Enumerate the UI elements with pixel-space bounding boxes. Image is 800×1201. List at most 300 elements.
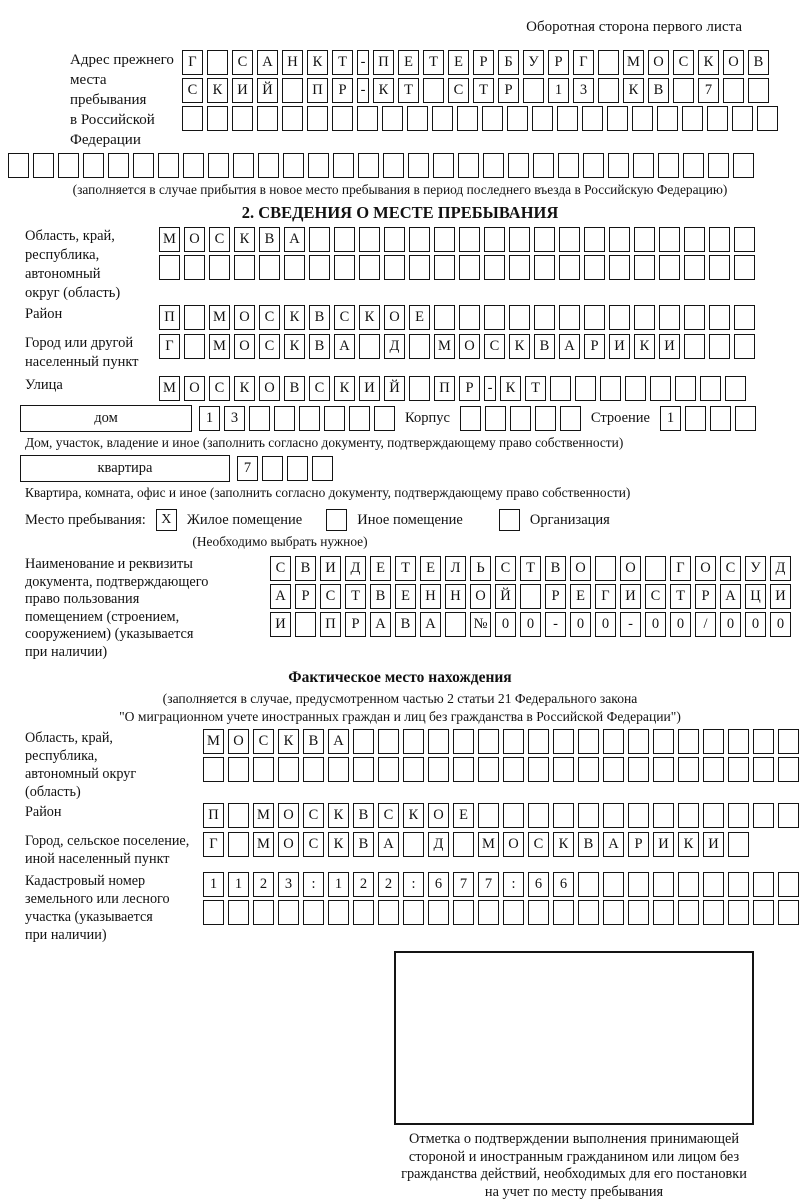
char-cell: Ц — [745, 584, 766, 609]
char-cell: / — [695, 612, 716, 637]
char-cell: 0 — [745, 612, 766, 637]
char-cell: О — [570, 556, 591, 581]
char-cell — [709, 227, 730, 252]
char-cell — [478, 803, 499, 828]
char-cell — [409, 255, 430, 280]
char-cell — [460, 406, 481, 431]
char-cell: - — [357, 78, 369, 103]
stroenie-label: Строение — [590, 410, 650, 426]
char-cell: Р — [459, 376, 480, 401]
residence-dwelling-checkbox: X — [156, 509, 177, 531]
char-cell: Р — [295, 584, 316, 609]
char-cell — [684, 227, 705, 252]
char-cell: - — [357, 50, 369, 75]
char-cell: С — [448, 78, 469, 103]
char-cell — [207, 50, 228, 75]
char-cell — [83, 153, 104, 178]
char-cell: П — [434, 376, 455, 401]
district-label: Район — [25, 306, 63, 322]
char-cell: Е — [570, 584, 591, 609]
char-cell: Л — [445, 556, 466, 581]
char-cell: Г — [595, 584, 616, 609]
char-cell: Г — [159, 334, 180, 359]
char-cell — [282, 106, 303, 131]
char-cell — [534, 305, 555, 330]
char-cell: И — [653, 832, 674, 857]
char-cell — [682, 106, 703, 131]
char-cell: 6 — [528, 872, 549, 897]
char-cell: А — [334, 334, 355, 359]
char-cell: А — [284, 227, 305, 252]
char-cell — [324, 406, 345, 431]
document-char-row-1 — [270, 556, 791, 581]
char-cell — [8, 153, 29, 178]
char-cell — [708, 153, 729, 178]
char-cell: 0 — [570, 612, 591, 637]
char-cell: 7 — [453, 872, 474, 897]
char-cell: 3 — [278, 872, 299, 897]
char-cell — [534, 227, 555, 252]
char-cell: Г — [573, 50, 594, 75]
char-cell: К — [334, 376, 355, 401]
char-cell — [282, 78, 303, 103]
char-cell: К — [328, 832, 349, 857]
char-cell: П — [203, 803, 224, 828]
region-char-row-2 — [159, 255, 755, 280]
char-cell — [728, 832, 749, 857]
char-cell: 0 — [645, 612, 666, 637]
char-cell — [403, 900, 424, 925]
char-cell: К — [509, 334, 530, 359]
char-cell — [33, 153, 54, 178]
char-cell: П — [159, 305, 180, 330]
char-cell — [453, 757, 474, 782]
char-cell: Й — [257, 78, 278, 103]
char-cell: О — [648, 50, 669, 75]
fact-city-label: Город, сельское поселение, иной населенный пункт — [25, 833, 190, 867]
apartment-note: Квартира, комната, офис и иное (заполнить согласно документу, подтверждающему право собственности) — [25, 485, 631, 500]
char-cell — [584, 227, 605, 252]
char-cell — [659, 255, 680, 280]
char-cell: Б — [498, 50, 519, 75]
cadastral-char-row-1 — [203, 872, 799, 897]
char-cell: Р — [628, 832, 649, 857]
char-cell — [728, 729, 749, 754]
char-cell: О — [459, 334, 480, 359]
char-cell — [584, 255, 605, 280]
char-cell — [753, 803, 774, 828]
char-cell: Н — [445, 584, 466, 609]
char-cell: С — [259, 305, 280, 330]
char-cell: 1 — [660, 406, 681, 431]
char-cell: С — [270, 556, 291, 581]
char-cell: 7 — [237, 456, 258, 481]
char-cell — [659, 227, 680, 252]
char-cell — [534, 255, 555, 280]
char-cell — [645, 556, 666, 581]
char-cell — [753, 872, 774, 897]
char-cell: С — [320, 584, 341, 609]
char-cell: И — [770, 584, 791, 609]
char-cell: Г — [203, 832, 224, 857]
char-cell — [553, 757, 574, 782]
char-cell — [733, 153, 754, 178]
char-cell — [678, 900, 699, 925]
char-cell — [558, 153, 579, 178]
street-row — [25, 376, 800, 401]
char-cell — [703, 757, 724, 782]
char-cell: К — [234, 227, 255, 252]
char-cell — [609, 227, 630, 252]
char-cell — [650, 376, 671, 401]
char-cell — [287, 456, 308, 481]
char-cell: М — [209, 334, 230, 359]
char-cell — [703, 900, 724, 925]
char-cell: 7 — [698, 78, 719, 103]
char-cell — [485, 406, 506, 431]
char-cell: И — [620, 584, 641, 609]
char-cell — [228, 757, 249, 782]
char-cell — [535, 406, 556, 431]
char-cell — [184, 305, 205, 330]
char-cell: М — [253, 832, 274, 857]
char-cell — [258, 153, 279, 178]
char-cell: Т — [520, 556, 541, 581]
char-cell — [409, 227, 430, 252]
char-cell — [732, 106, 753, 131]
char-cell — [203, 757, 224, 782]
char-cell: С — [309, 376, 330, 401]
char-cell — [653, 757, 674, 782]
char-cell — [560, 406, 581, 431]
char-cell — [678, 872, 699, 897]
char-cell — [184, 255, 205, 280]
char-cell: К — [623, 78, 644, 103]
char-cell — [328, 757, 349, 782]
char-cell — [734, 334, 755, 359]
char-cell — [559, 305, 580, 330]
char-cell — [307, 106, 328, 131]
char-cell: С — [209, 376, 230, 401]
char-cell: С — [528, 832, 549, 857]
char-cell: О — [184, 227, 205, 252]
char-cell — [453, 832, 474, 857]
char-cell — [678, 729, 699, 754]
fact-district-char-row — [203, 803, 799, 828]
char-cell: И — [609, 334, 630, 359]
region-char-row-1 — [159, 227, 755, 252]
char-cell — [728, 757, 749, 782]
char-cell: Ь — [470, 556, 491, 581]
fact-region-row — [25, 729, 800, 801]
char-cell: : — [303, 872, 324, 897]
char-cell: С — [673, 50, 694, 75]
char-cell: Р — [473, 50, 494, 75]
char-cell — [603, 757, 624, 782]
fact-district-label: Район — [25, 804, 62, 820]
char-cell — [684, 305, 705, 330]
char-cell — [520, 584, 541, 609]
char-cell: Й — [384, 376, 405, 401]
char-cell: К — [500, 376, 521, 401]
char-cell — [509, 255, 530, 280]
char-cell: М — [623, 50, 644, 75]
residence-organization-checkbox — [499, 509, 520, 531]
char-cell — [603, 900, 624, 925]
char-cell — [308, 153, 329, 178]
prev-address-note: (заполняется в случае прибытия в новое место пребывания в период последнего въезда в Российскую Федерацию) — [72, 182, 728, 197]
char-cell: И — [320, 556, 341, 581]
char-cell — [303, 900, 324, 925]
char-cell: В — [295, 556, 316, 581]
fact-region-char-row-1 — [203, 729, 799, 754]
char-cell — [578, 803, 599, 828]
char-cell — [384, 255, 405, 280]
char-cell — [728, 803, 749, 828]
char-cell — [403, 757, 424, 782]
char-cell: К — [284, 305, 305, 330]
char-cell — [409, 376, 430, 401]
char-cell — [484, 227, 505, 252]
char-cell: С — [259, 334, 280, 359]
char-cell — [378, 729, 399, 754]
char-cell — [503, 900, 524, 925]
char-cell — [353, 757, 374, 782]
char-cell — [409, 334, 430, 359]
city-char-row — [159, 334, 755, 359]
prev-address-char-row-3 — [182, 106, 778, 131]
char-cell: Е — [409, 305, 430, 330]
char-cell — [634, 255, 655, 280]
char-cell: К — [207, 78, 228, 103]
char-cell: С — [253, 729, 274, 754]
char-cell — [309, 255, 330, 280]
char-cell: Т — [525, 376, 546, 401]
actual-location-title: Фактическое место нахождения — [288, 669, 512, 686]
char-cell: А — [328, 729, 349, 754]
char-cell: 0 — [670, 612, 691, 637]
char-cell: С — [303, 803, 324, 828]
char-cell — [433, 153, 454, 178]
char-cell — [658, 153, 679, 178]
char-cell: И — [659, 334, 680, 359]
char-cell: К — [373, 78, 394, 103]
char-cell: О — [259, 376, 280, 401]
char-cell — [403, 832, 424, 857]
char-cell: В — [545, 556, 566, 581]
char-cell — [595, 556, 616, 581]
char-cell — [408, 153, 429, 178]
char-cell — [284, 255, 305, 280]
fact-city-row — [25, 832, 800, 868]
char-cell: К — [553, 832, 574, 857]
char-cell — [434, 255, 455, 280]
apartment-box: квартира — [20, 455, 230, 482]
char-cell — [453, 729, 474, 754]
char-cell: О — [184, 376, 205, 401]
cadastral-row — [25, 872, 800, 944]
char-cell: О — [278, 832, 299, 857]
char-cell — [158, 153, 179, 178]
house-note: Дом, участок, владение и иное (заполнить согласно документу, подтверждающему право собственности) — [25, 435, 624, 450]
char-cell — [274, 406, 295, 431]
char-cell — [428, 757, 449, 782]
char-cell — [203, 900, 224, 925]
char-cell: К — [234, 376, 255, 401]
char-cell — [625, 376, 646, 401]
char-cell — [478, 900, 499, 925]
char-cell: У — [745, 556, 766, 581]
char-cell — [628, 872, 649, 897]
char-cell: 0 — [770, 612, 791, 637]
char-cell: Р — [695, 584, 716, 609]
char-cell: С — [378, 803, 399, 828]
char-cell: О — [620, 556, 641, 581]
char-cell — [503, 729, 524, 754]
char-cell — [725, 376, 746, 401]
char-cell — [528, 729, 549, 754]
char-cell — [359, 334, 380, 359]
char-cell — [598, 50, 619, 75]
actual-location-note: (заполняется в случае, предусмотренном частью 2 статьи 21 Федерального закона "О миграционном учете иностранных граждан и лиц без гражданства в Российской Федерации") — [119, 691, 681, 724]
char-cell: П — [373, 50, 394, 75]
char-cell — [384, 227, 405, 252]
char-cell: Р — [548, 50, 569, 75]
char-cell: И — [270, 612, 291, 637]
char-cell — [233, 153, 254, 178]
char-cell: 0 — [595, 612, 616, 637]
char-cell: С — [303, 832, 324, 857]
char-cell — [778, 757, 799, 782]
fact-region-label: Область, край, республика, автономный округ (область) — [25, 730, 137, 800]
fact-city-char-row — [203, 832, 749, 857]
char-cell: Т — [345, 584, 366, 609]
char-cell: 6 — [553, 872, 574, 897]
char-cell — [453, 900, 474, 925]
char-cell — [678, 757, 699, 782]
char-cell — [678, 803, 699, 828]
char-cell — [259, 255, 280, 280]
char-cell — [459, 227, 480, 252]
char-cell — [683, 153, 704, 178]
char-cell — [533, 153, 554, 178]
char-cell — [528, 757, 549, 782]
char-cell: 0 — [520, 612, 541, 637]
char-cell — [628, 729, 649, 754]
char-cell — [710, 406, 731, 431]
street-char-row — [159, 376, 746, 401]
char-cell — [628, 900, 649, 925]
char-cell: В — [748, 50, 769, 75]
char-cell: С — [232, 50, 253, 75]
char-cell: А — [257, 50, 278, 75]
char-cell — [709, 334, 730, 359]
char-cell — [523, 78, 544, 103]
char-cell: В — [395, 612, 416, 637]
char-cell — [328, 900, 349, 925]
char-cell — [559, 227, 580, 252]
char-cell — [458, 153, 479, 178]
char-cell — [684, 334, 705, 359]
char-cell — [584, 305, 605, 330]
char-cell: О — [470, 584, 491, 609]
char-cell — [778, 900, 799, 925]
char-cell — [383, 153, 404, 178]
char-cell: 3 — [224, 406, 245, 431]
char-cell — [428, 729, 449, 754]
char-cell — [309, 227, 330, 252]
char-cell: О — [503, 832, 524, 857]
char-cell — [598, 78, 619, 103]
char-cell: О — [428, 803, 449, 828]
char-cell: К — [284, 334, 305, 359]
char-cell: О — [384, 305, 405, 330]
char-cell: 1 — [328, 872, 349, 897]
char-cell — [484, 305, 505, 330]
char-cell — [559, 255, 580, 280]
char-cell: К — [678, 832, 699, 857]
char-cell: 6 — [428, 872, 449, 897]
char-cell: 1 — [203, 872, 224, 897]
char-cell: В — [648, 78, 669, 103]
char-cell: Р — [545, 584, 566, 609]
char-cell: Т — [398, 78, 419, 103]
char-cell: А — [603, 832, 624, 857]
char-cell — [357, 106, 378, 131]
char-cell — [583, 153, 604, 178]
char-cell — [445, 612, 466, 637]
char-cell: М — [478, 832, 499, 857]
prev-address-block — [70, 50, 800, 150]
char-cell: - — [545, 612, 566, 637]
char-cell: М — [209, 305, 230, 330]
char-cell: - — [484, 376, 496, 401]
char-cell — [778, 872, 799, 897]
char-cell: О — [234, 305, 255, 330]
char-cell: И — [703, 832, 724, 857]
char-cell: М — [159, 227, 180, 252]
char-cell: К — [403, 803, 424, 828]
char-cell — [407, 106, 428, 131]
char-cell — [353, 900, 374, 925]
char-cell: В — [578, 832, 599, 857]
residence-choose-note: (Необходимо выбрать нужное) — [192, 534, 368, 549]
char-cell — [482, 106, 503, 131]
apartment-row — [20, 455, 800, 482]
char-cell — [262, 456, 283, 481]
char-cell — [778, 729, 799, 754]
char-cell — [528, 900, 549, 925]
char-cell: Н — [420, 584, 441, 609]
char-cell: Т — [395, 556, 416, 581]
char-cell: 0 — [495, 612, 516, 637]
fact-district-row — [25, 803, 800, 828]
char-cell: С — [182, 78, 203, 103]
char-cell — [478, 757, 499, 782]
char-cell: В — [309, 334, 330, 359]
district-row — [25, 305, 800, 330]
char-cell — [423, 78, 444, 103]
char-cell — [609, 305, 630, 330]
char-cell — [657, 106, 678, 131]
korpus-char-row — [460, 406, 581, 431]
char-cell — [478, 729, 499, 754]
char-cell — [295, 612, 316, 637]
char-cell — [703, 803, 724, 828]
char-cell — [603, 872, 624, 897]
char-cell: А — [559, 334, 580, 359]
char-cell — [653, 900, 674, 925]
